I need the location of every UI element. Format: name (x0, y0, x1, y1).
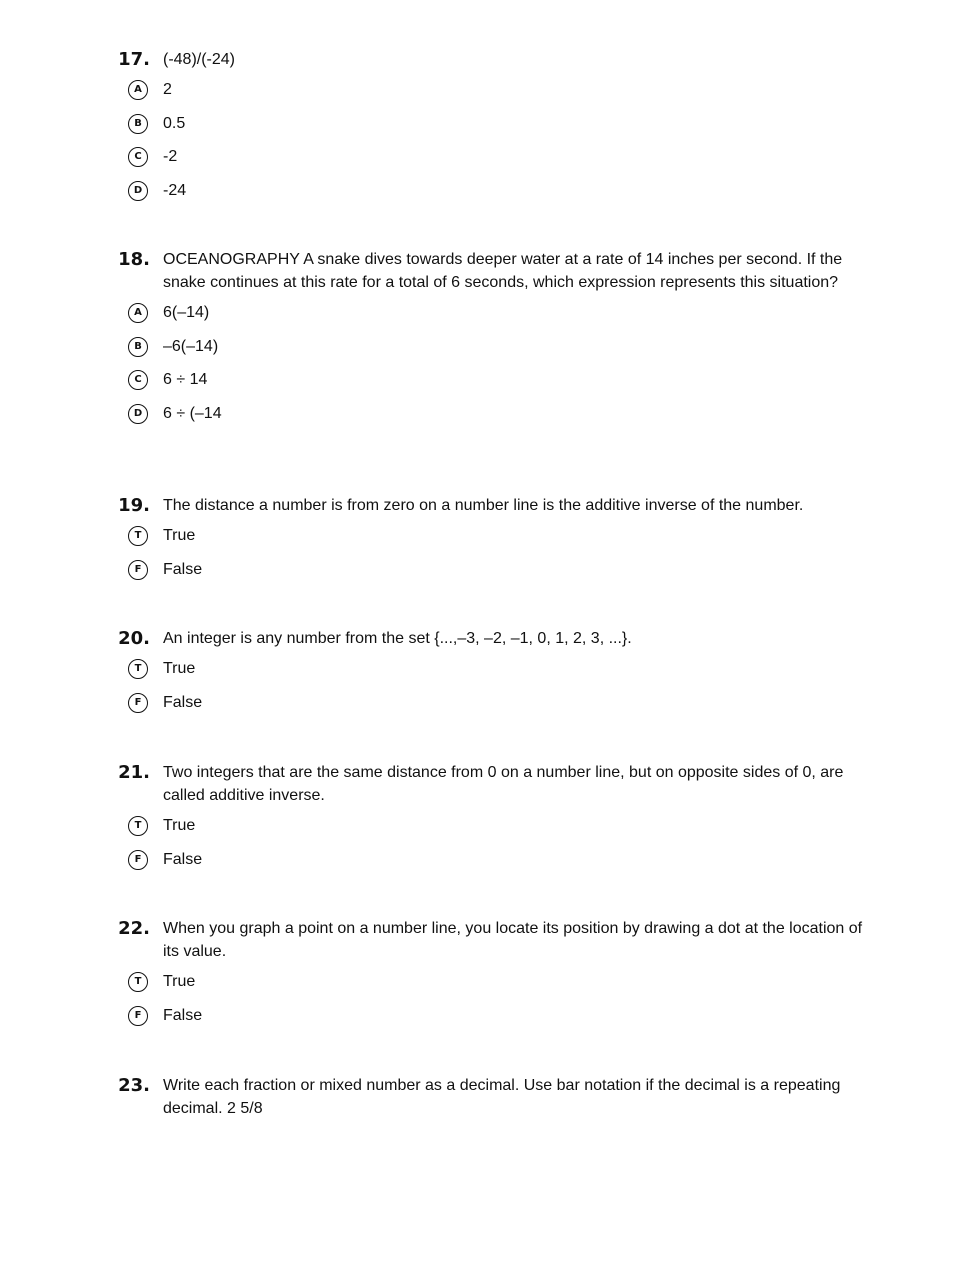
option-a-bubble[interactable]: A (128, 303, 148, 323)
option-false-bubble[interactable]: F (128, 850, 148, 870)
question-number: 23. (118, 1075, 150, 1096)
option-true-text: True (163, 973, 196, 990)
option-true[interactable] (0, 972, 979, 1006)
option-d-text: 6 ÷ (–14 (163, 404, 222, 422)
option-a-bubble[interactable]: A (128, 80, 148, 100)
option-b-bubble[interactable]: B (128, 337, 148, 357)
answer-options (0, 303, 979, 437)
option-c-text: -2 (163, 148, 178, 165)
question-text: The distance a number is from zero on a number line is the additive inverse of the number. (163, 497, 804, 514)
option-b-bubble[interactable]: B (128, 114, 148, 134)
option-false[interactable] (0, 560, 979, 594)
option-b[interactable] (0, 114, 979, 148)
question-text: When you graph a point on a number line, you locate its position by drawing a dot at the location of its value. (163, 920, 863, 960)
option-a[interactable] (0, 80, 979, 114)
option-true-bubble[interactable]: T (128, 526, 148, 546)
question-number: 17. (118, 49, 150, 70)
option-c[interactable] (0, 147, 979, 181)
option-a[interactable] (0, 303, 979, 337)
option-d-bubble[interactable]: D (128, 404, 148, 424)
option-false-bubble[interactable]: F (128, 560, 148, 580)
answer-options (0, 816, 979, 883)
question-number: 21. (118, 762, 150, 783)
answer-options (0, 80, 979, 214)
option-b-text: 0.5 (163, 114, 186, 132)
question-number: 22. (118, 918, 150, 939)
option-true-text: True (163, 817, 196, 834)
answer-options (0, 972, 979, 1039)
option-true-bubble[interactable]: T (128, 659, 148, 679)
option-true[interactable] (0, 526, 979, 560)
question-number: 20. (118, 628, 150, 649)
question-20 (0, 627, 979, 726)
question-number: 19. (118, 495, 150, 516)
option-false-bubble[interactable]: F (128, 693, 148, 713)
question-21 (0, 761, 979, 883)
question-19 (0, 494, 979, 593)
option-true-text: True (163, 660, 196, 677)
option-true[interactable] (0, 816, 979, 850)
option-true-bubble[interactable]: T (128, 816, 148, 836)
option-false[interactable] (0, 693, 979, 727)
answer-options (0, 659, 979, 726)
question-18 (0, 248, 979, 437)
option-d-bubble[interactable]: D (128, 181, 148, 201)
option-b[interactable] (0, 337, 979, 371)
option-c-text: 6 ÷ 14 (163, 371, 208, 388)
question-23 (0, 1074, 979, 1120)
answer-options (0, 526, 979, 593)
option-c-bubble[interactable]: C (128, 370, 148, 390)
option-a-text: 2 (163, 81, 172, 98)
option-false-bubble[interactable]: F (128, 1006, 148, 1026)
option-d[interactable] (0, 181, 979, 215)
option-a-text: 6(–14) (163, 304, 210, 321)
option-false[interactable] (0, 850, 979, 884)
option-false-text: False (163, 693, 203, 711)
question-text: Two integers that are the same distance from 0 on a number line, but on opposite sides of 0, are called additive inverse. (163, 764, 844, 804)
question-text: An integer is any number from the set {...,–3, –2, –1, 0, 1, 2, 3, ...}. (163, 630, 632, 647)
question-17 (0, 48, 979, 214)
option-false-text: False (163, 850, 203, 868)
option-c[interactable] (0, 370, 979, 404)
question-22 (0, 917, 979, 1039)
question-text: Write each fraction or mixed number as a decimal. Use bar notation if the decimal is a repeating decimal. 2 5/8 (163, 1077, 841, 1117)
option-b-text: –6(–14) (163, 337, 219, 355)
question-number: 18. (118, 249, 150, 270)
option-d[interactable] (0, 404, 979, 438)
option-false-text: False (163, 1006, 203, 1024)
option-d-text: -24 (163, 181, 187, 199)
option-true-text: True (163, 527, 196, 544)
option-false[interactable] (0, 1006, 979, 1040)
option-true-bubble[interactable]: T (128, 972, 148, 992)
option-true[interactable] (0, 659, 979, 693)
question-text: OCEANOGRAPHY A snake dives towards deeper water at a rate of 14 inches per second. If the snake continues at this rate for a total of 6 seconds, which expression represents this situation? (163, 251, 843, 291)
option-false-text: False (163, 560, 203, 578)
option-c-bubble[interactable]: C (128, 147, 148, 167)
question-text: (-48)/(-24) (163, 51, 236, 68)
